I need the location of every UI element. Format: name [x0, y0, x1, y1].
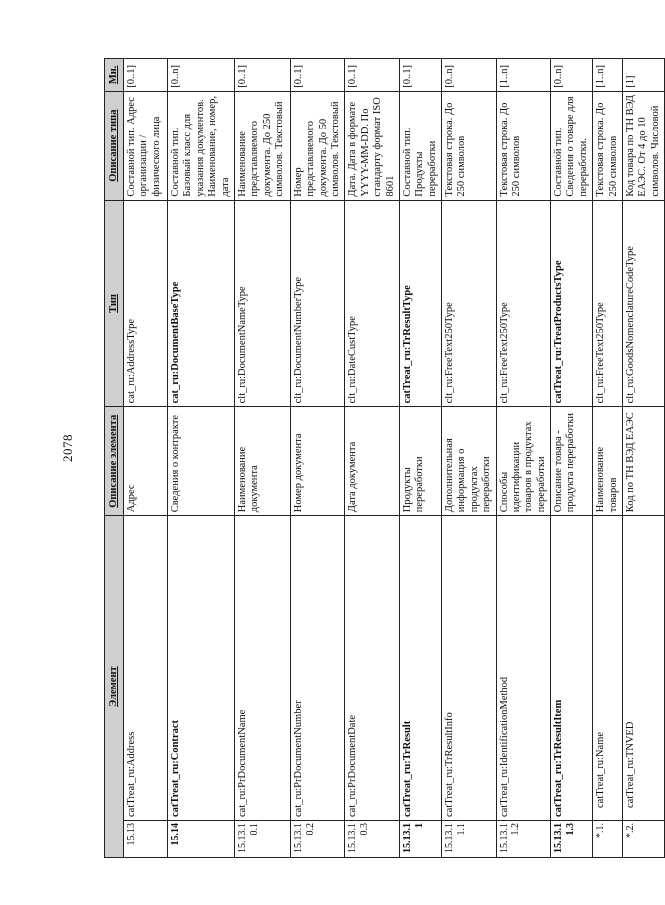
row-element-description: Дата документа [345, 407, 400, 516]
row-type-description: Код товара по ТН ВЭД ЕАЭС. От 4 до 10 символов. Числовой [622, 91, 664, 200]
header-element: Элемент [105, 516, 124, 858]
table-header-row [105, 59, 124, 858]
table-row [168, 59, 235, 858]
row-element-description: Описание товара - продукта переработки [551, 407, 593, 516]
row-element-description: Адрес [124, 407, 168, 516]
row-type: clt_ru:FreeText250Type [442, 200, 497, 407]
row-number: 15.13.11 [399, 821, 441, 858]
row-multiplicity: [0..1] [290, 59, 345, 92]
row-multiplicity: [1] [622, 59, 664, 92]
header-type: Тип [105, 200, 124, 407]
row-multiplicity: [0..1] [234, 59, 290, 92]
table-row [399, 59, 441, 858]
row-multiplicity: [0..n] [168, 59, 235, 92]
row-number: 15.13.10.2 [290, 821, 345, 858]
row-type-description: Дата. Дата в формате YYYY-MM-DD. По стандарту формат ISO 8601 [345, 91, 400, 200]
row-multiplicity: [0..1] [124, 59, 168, 92]
row-type: clt_ru:FreeText250Type [593, 200, 623, 407]
header-type-description: Описание типа [105, 91, 124, 200]
row-type-description: Номер представляемого документа. До 50 символов. Текстовый [290, 91, 345, 200]
row-type: cat_ru:AddressType [124, 200, 168, 407]
row-type-description: Текстовая строка. До 250 символов [442, 91, 497, 200]
row-multiplicity: [1..n] [593, 59, 623, 92]
row-element: cat_ru:PrDocumentNumber [290, 516, 345, 821]
row-element-description: Продукты переработки [399, 407, 441, 516]
row-type: catTreat_ru:TreatProductsType [551, 200, 593, 407]
row-multiplicity: [0..n] [442, 59, 497, 92]
row-number: *.1. [593, 821, 623, 858]
row-multiplicity: [0..1] [399, 59, 441, 92]
row-number: 15.13.10.1 [234, 821, 290, 858]
page-number: 2078 [60, 434, 75, 462]
row-type-description: Составной тип. Адрес организации / физического лица [124, 91, 168, 200]
rotated-table-wrapper [104, 58, 661, 858]
row-element: catTreat_ru:Name [593, 516, 623, 821]
row-number: 15.13.11.1 [442, 821, 497, 858]
schema-table [104, 58, 665, 858]
row-number: 15.13 [124, 821, 168, 858]
row-type: clt_ru:DocumentNumberType [290, 200, 345, 407]
table-row [124, 59, 168, 858]
row-element-description: Код по ТН ВЭД ЕАЭС [622, 407, 664, 516]
row-element-description: Сведения о контракте [168, 407, 235, 516]
row-type: clt_ru:DateCustType [345, 200, 400, 407]
row-element: catTreat_ru:TrResultItem [551, 516, 593, 821]
header-element-description: Описание элемента [105, 407, 124, 516]
row-element: cat_ru:PrDocumentDate [345, 516, 400, 821]
row-number: 15.13.10.3 [345, 821, 400, 858]
row-number: 15.13.11.3 [551, 821, 593, 858]
row-element: catTreat_ru:TNVED [622, 516, 664, 821]
row-number: *.2. [622, 821, 664, 858]
table-row [290, 59, 345, 858]
row-multiplicity: [1..n] [496, 59, 551, 92]
row-type-description: Составной тип. Базовый класс для указания документов. Наименование, номер, дата [168, 91, 235, 200]
row-element: catTreat_ru:IdentificationMethod [496, 516, 551, 821]
row-element-description: Номер документа [290, 407, 345, 516]
row-type: cat_ru:DocumentBaseType [168, 200, 235, 407]
row-element: catTreat_ru:TrResult [399, 516, 441, 821]
row-type-description: Текстовая строка. До 250 символов [593, 91, 623, 200]
row-element: catTreat_ru:Contract [168, 516, 235, 821]
table-row [234, 59, 290, 858]
row-element: catTreat_ru:TrResultInfo [442, 516, 497, 821]
row-type: clt_ru:GoodsNomenclatureCodeType [622, 200, 664, 407]
row-element: catTreat_ru:Address [124, 516, 168, 821]
row-element-description: Дополнительная информация о продуктах переработки [442, 407, 497, 516]
row-type: catTreat_ru:TrResultType [399, 200, 441, 407]
table-row [593, 59, 623, 858]
header-multiplicity: Мн. [105, 59, 124, 92]
row-type: clt_ru:FreeText250Type [496, 200, 551, 407]
row-type-description: Составной тип. Продукты переработки [399, 91, 441, 200]
row-type-description: Наименование представляемого документа. До 250 символов. Текстовый [234, 91, 290, 200]
row-type-description: Составной тип. Сведения о товаре для переработки. [551, 91, 593, 200]
row-multiplicity: [0..n] [551, 59, 593, 92]
row-multiplicity: [0..1] [345, 59, 400, 92]
table-row [496, 59, 551, 858]
row-element-description: Наименование документа [234, 407, 290, 516]
row-element-description: Наименование товаров [593, 407, 623, 516]
table-row [551, 59, 593, 858]
table-row [622, 59, 664, 858]
table-row [345, 59, 400, 858]
row-element: cat_ru:PrDocumentName [234, 516, 290, 821]
row-type: clt_ru:DocumentNameType [234, 200, 290, 407]
row-type-description: Текстовая строка. До 250 символов [496, 91, 551, 200]
row-number: 15.14 [168, 821, 235, 858]
table-row [442, 59, 497, 858]
row-element-description: Способы идентификации товаров в продуктах переработки [496, 407, 551, 516]
row-number: 15.13.11.2 [496, 821, 551, 858]
